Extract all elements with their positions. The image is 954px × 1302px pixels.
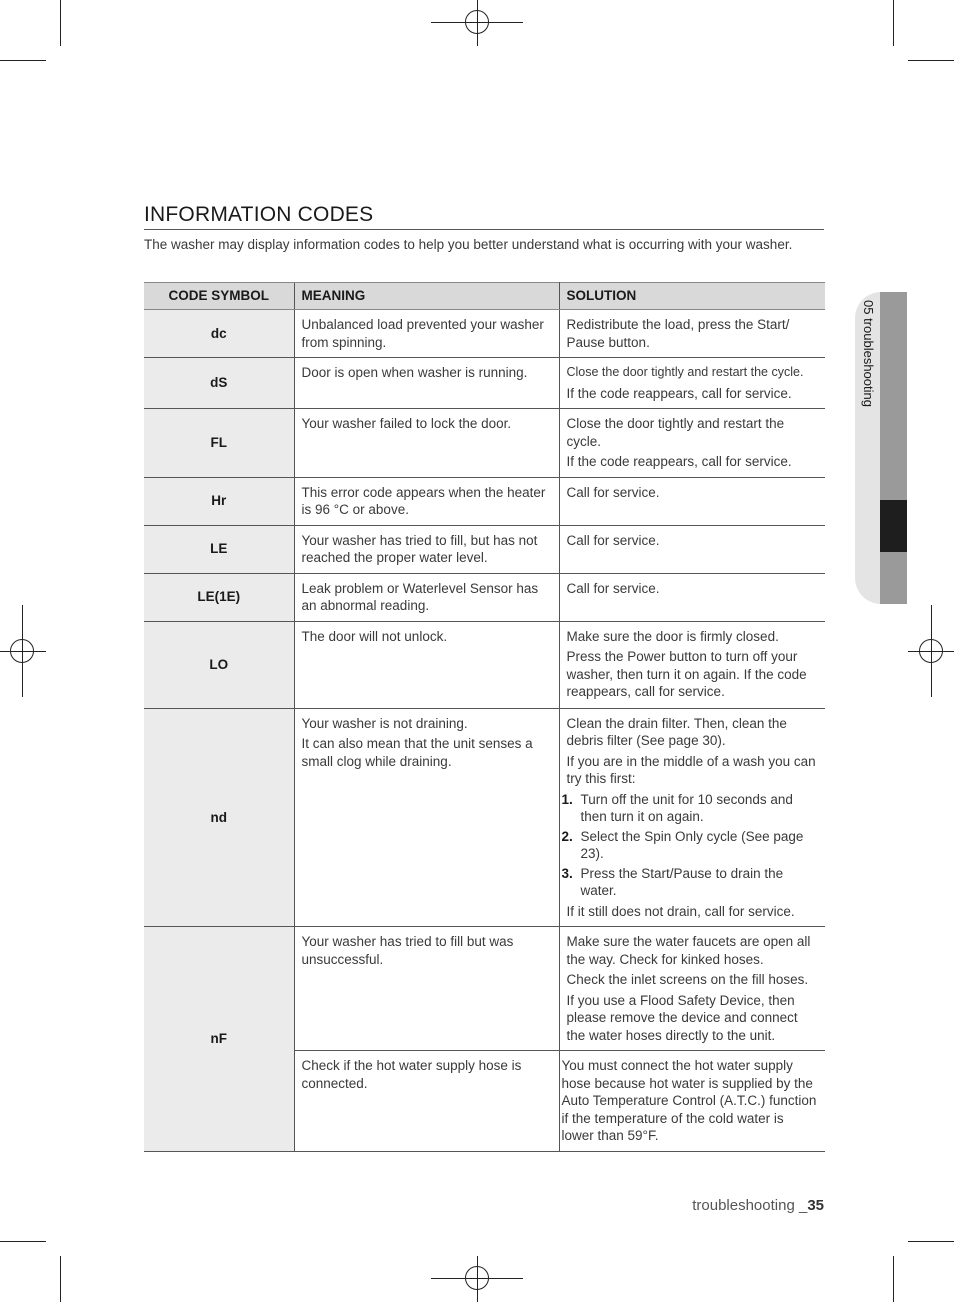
code-symbol: dc xyxy=(144,310,294,358)
solution-text: You must connect the hot water supply hose because hot water is supplied by the Auto Temperature Control (A.T.C.) function if the temperature of the cold water is lower than 59°F. xyxy=(561,1058,817,1143)
chapter-tab-label: 05 troubleshooting xyxy=(861,300,876,407)
registration-mark xyxy=(919,639,943,663)
solution-cell xyxy=(559,477,825,525)
table-row xyxy=(144,927,825,1051)
solution-text: Press the Power button to turn off your washer, then turn it on again. If the code reappears, call for service. xyxy=(566,649,807,699)
header-solution: SOLUTION xyxy=(559,283,825,310)
meaning-cell xyxy=(294,409,559,478)
table-header-row xyxy=(144,283,825,310)
crop-mark xyxy=(893,1256,894,1302)
crop-mark xyxy=(908,60,954,61)
solution-cell xyxy=(559,1051,825,1152)
meaning-text: The door will not unlock. xyxy=(301,628,448,644)
solution-text: If you use a Flood Safety Device, then please remove the device and connect the water hoses directly to the unit. xyxy=(566,992,798,1043)
table-row xyxy=(144,708,825,927)
meaning-text: Your washer is not draining. xyxy=(301,715,468,731)
code-symbol: nd xyxy=(144,708,294,927)
meaning-cell xyxy=(294,708,559,927)
solution-text: Clean the drain filter. Then, clean the debris filter (See page 30). xyxy=(566,715,787,748)
table-row xyxy=(144,409,825,478)
solution-text: If the code reappears, call for service. xyxy=(566,454,792,469)
meaning-cell xyxy=(294,1051,559,1152)
solution-cell xyxy=(559,409,825,478)
solution-text: Close the door tightly and restart the cycle. xyxy=(566,416,785,449)
meaning-text: Door is open when washer is running. xyxy=(301,365,528,380)
solution-text: Make sure the water faucets are open all the way. Check for kinked hoses. xyxy=(566,934,811,967)
table-row xyxy=(144,621,825,708)
code-symbol: LE xyxy=(144,525,294,573)
table-row xyxy=(144,358,825,409)
code-symbol: dS xyxy=(144,358,294,409)
meaning-text: Check if the hot water supply hose is connected. xyxy=(301,1058,522,1091)
step-text: Select the Spin Only cycle (See page 23). xyxy=(580,828,804,861)
list-item xyxy=(562,865,819,900)
meaning-text: It can also mean that the unit senses a small clog while draining. xyxy=(301,736,533,769)
solution-text: If the code reappears, call for service. xyxy=(566,385,792,401)
meaning-cell xyxy=(294,927,559,1051)
meaning-text: Unbalanced load prevented your washer from spinning. xyxy=(301,317,544,350)
header-meaning: MEANING xyxy=(294,283,559,310)
step-text: Turn off the unit for 10 seconds and then turn it on again. xyxy=(580,791,793,824)
solution-text: Redistribute the load, press the Start/ Pause button. xyxy=(566,317,790,350)
solution-cell xyxy=(559,708,825,927)
solution-text: Check the inlet screens on the fill hoses. xyxy=(566,972,809,987)
solution-text: Call for service. xyxy=(566,484,660,500)
intro-text: The washer may display information codes to help you better understand what is occurring with your washer. xyxy=(144,237,793,252)
crop-mark xyxy=(0,60,46,61)
solution-cell xyxy=(559,573,825,621)
information-codes-table xyxy=(144,282,825,1152)
step-number: 1. xyxy=(561,791,573,807)
code-symbol: nF xyxy=(144,927,294,1152)
meaning-text: This error code appears when the heater is 96 °C or above. xyxy=(301,484,546,517)
chapter-tab-marker xyxy=(880,500,907,552)
solution-text: Call for service. xyxy=(566,580,660,596)
meaning-cell xyxy=(294,573,559,621)
list-item xyxy=(562,828,819,863)
solution-cell xyxy=(559,621,825,708)
solution-text: If you are in the middle of a wash you can try this first: xyxy=(566,753,816,786)
table-row xyxy=(144,573,825,621)
table-row xyxy=(144,525,825,573)
solution-text: Make sure the door is firmly closed. xyxy=(566,628,779,644)
solution-text: Call for service. xyxy=(566,532,660,548)
solution-cell xyxy=(559,310,825,358)
solution-text: Close the door tightly and restart the cycle. xyxy=(566,365,804,379)
registration-mark xyxy=(465,10,489,34)
code-symbol: LE(1E) xyxy=(144,573,294,621)
meaning-text: Your washer has tried to fill but was unsuccessful. xyxy=(301,934,514,967)
code-symbol: Hr xyxy=(144,477,294,525)
crop-mark xyxy=(60,0,61,46)
crop-mark xyxy=(908,1241,954,1242)
solution-cell xyxy=(559,525,825,573)
registration-mark xyxy=(10,639,34,663)
page-number: 35 xyxy=(807,1197,824,1214)
meaning-text: Your washer has tried to fill, but has not reached the proper water level. xyxy=(301,532,538,565)
registration-mark xyxy=(465,1266,489,1290)
footer-label: troubleshooting _ xyxy=(692,1197,808,1214)
step-number: 2. xyxy=(561,828,573,844)
solution-cell xyxy=(559,927,825,1051)
step-text: Press the Start/Pause to drain the water. xyxy=(580,865,784,898)
chapter-tab-bar xyxy=(880,292,907,604)
meaning-cell xyxy=(294,477,559,525)
meaning-cell xyxy=(294,525,559,573)
code-symbol: FL xyxy=(144,409,294,478)
meaning-cell xyxy=(294,310,559,358)
solution-cell xyxy=(559,358,825,409)
solution-text: If it still does not drain, call for service. xyxy=(566,903,795,919)
crop-mark xyxy=(893,0,894,46)
meaning-cell xyxy=(294,358,559,409)
meaning-text: Your washer failed to lock the door. xyxy=(301,416,512,431)
header-code-symbol: CODE SYMBOL xyxy=(144,283,294,310)
page-title: INFORMATION CODES xyxy=(144,203,824,230)
table-row xyxy=(144,477,825,525)
list-item xyxy=(562,791,819,826)
page-footer xyxy=(692,1197,824,1214)
steps-list xyxy=(561,791,819,900)
crop-mark xyxy=(60,1256,61,1302)
meaning-cell xyxy=(294,621,559,708)
crop-mark xyxy=(0,1241,46,1242)
code-symbol: LO xyxy=(144,621,294,708)
step-number: 3. xyxy=(561,865,573,881)
meaning-text: Leak problem or Waterlevel Sensor has an abnormal reading. xyxy=(301,580,539,613)
table-row xyxy=(144,310,825,358)
